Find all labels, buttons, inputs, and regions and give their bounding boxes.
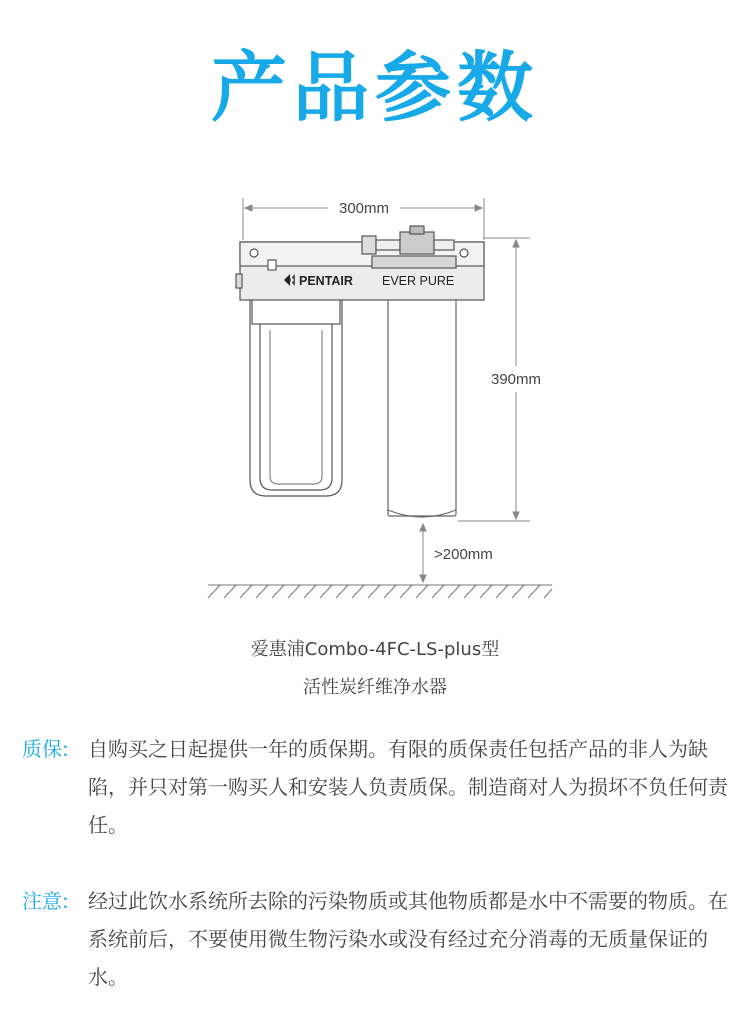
carbon-filter-cartridge	[388, 298, 456, 517]
product-type-caption: 活性炭纤维净水器	[303, 677, 447, 698]
mounting-head	[236, 226, 484, 300]
notice-text: 经过此饮水系统所去除的污染物质或其他物质都是水中不需要的物质。在系统前后，不要使用微生物污染水或没有经过充分消毒的无质量保证的水。	[88, 889, 728, 989]
brand-name-right: EVER PURE	[382, 274, 455, 288]
notice-section	[22, 882, 732, 996]
brand-name-left: PENTAIR	[299, 274, 353, 288]
filter-housing	[250, 298, 342, 496]
warranty-label: 质保:	[22, 737, 69, 761]
product-dimension-diagram	[0, 180, 750, 640]
page-title: 产品参数	[211, 43, 539, 132]
product-model-caption: 爱惠浦Combo-4FC-LS-plus型	[250, 639, 500, 660]
warranty-text: 自购买之日起提供一年的质保期。有限的质保责任包括产品的非人为缺陷，并只对第一购买人和安装人负责质保。制造商对人为损坏不负任何责任。	[88, 737, 728, 837]
notice-label: 注意:	[22, 889, 69, 913]
width-dimension-label: 300mm	[338, 200, 390, 217]
clearance-dimension-label: >200mm	[434, 546, 493, 563]
height-dimension-label: 390mm	[490, 371, 542, 388]
warranty-section	[22, 730, 732, 844]
